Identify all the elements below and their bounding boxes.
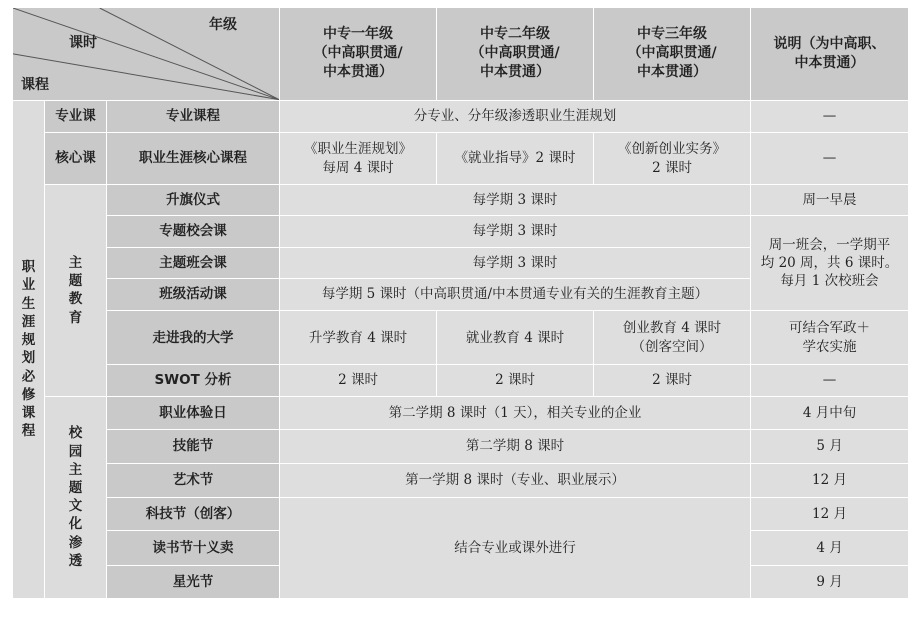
row-label: 主题班会课 bbox=[107, 247, 280, 278]
span-value: 每学期 5 课时（中高职贯通/中本贯通专业有关的生涯教育主题） bbox=[280, 278, 751, 310]
year3-value: 创业教育 4 课时 （创客空间） bbox=[594, 310, 751, 364]
group-core: 核心课 bbox=[45, 132, 107, 184]
header-grade-label: 年级 bbox=[209, 17, 237, 33]
note-cell: 可结合军政＋ 学农实施 bbox=[751, 310, 909, 364]
header-year2: 中专二年级 （中高职贯通/ 中本贯通） bbox=[437, 8, 594, 101]
row-swot bbox=[13, 365, 909, 396]
header-period-label: 课时 bbox=[69, 35, 97, 51]
year2-value: 2 课时 bbox=[437, 365, 594, 396]
row-science bbox=[13, 498, 909, 531]
row-label: SWOT 分析 bbox=[107, 365, 280, 396]
row-label: 读书节十义卖 bbox=[107, 531, 280, 565]
note-cell: 5 月 bbox=[751, 429, 909, 463]
span-value: 第二学期 8 课时（1 天），相关专业的企业 bbox=[280, 396, 751, 429]
year1-value: 《职业生涯规划》 每周 4 课时 bbox=[280, 132, 437, 184]
row-label: 职业体验日 bbox=[107, 396, 280, 429]
note-cell: 周一早晨 bbox=[751, 185, 909, 216]
group-theme: 主 题 教 育 bbox=[45, 185, 107, 396]
span-value: 每学期 3 课时 bbox=[280, 216, 751, 247]
note-cell: — bbox=[751, 132, 909, 184]
span-value: 每学期 3 课时 bbox=[280, 185, 751, 216]
diagonal-header-cell bbox=[13, 8, 280, 101]
year2-value: 《就业指导》2 课时 bbox=[437, 132, 594, 184]
year1-value: 升学教育 4 课时 bbox=[280, 310, 437, 364]
note-cell: 4 月中旬 bbox=[751, 396, 909, 429]
main-category-label: 职 业 生 涯 规 划 必 修 课 程 bbox=[13, 100, 45, 598]
note-cell: 12 月 bbox=[751, 463, 909, 497]
row-flag bbox=[13, 185, 909, 216]
span-value: 第一学期 8 课时（专业、职业展示） bbox=[280, 463, 751, 497]
note-cell-meetings: 周一班会，一学期平 均 20 周，共 6 课时。 每月 1 次校班会 bbox=[751, 216, 909, 311]
row-major-course bbox=[13, 100, 909, 132]
row-arts bbox=[13, 463, 909, 497]
row-university bbox=[13, 310, 909, 364]
header-year3: 中专三年级 （中高职贯通/ 中本贯通） bbox=[594, 8, 751, 101]
row-label: 技能节 bbox=[107, 429, 280, 463]
combined-value: 结合专业或课外进行 bbox=[280, 498, 751, 599]
year3-value: 2 课时 bbox=[594, 365, 751, 396]
header-course-label: 课程 bbox=[21, 77, 49, 93]
group-campus: 校 园 主 题 文 化 渗 透 bbox=[45, 396, 107, 598]
note-cell: 4 月 bbox=[751, 531, 909, 565]
row-label: 专题校会课 bbox=[107, 216, 280, 247]
row-label: 班级活动课 bbox=[107, 278, 280, 310]
row-label: 星光节 bbox=[107, 565, 280, 598]
note-cell: 9 月 bbox=[751, 565, 909, 598]
diagonal-lines bbox=[13, 8, 279, 100]
row-core-course bbox=[13, 132, 909, 184]
row-label: 职业生涯核心课程 bbox=[107, 132, 280, 184]
note-cell: 12 月 bbox=[751, 498, 909, 531]
span-value: 分专业、分年级渗透职业生涯规划 bbox=[280, 100, 751, 132]
header-row bbox=[13, 8, 909, 101]
note-cell: — bbox=[751, 365, 909, 396]
curriculum-table bbox=[12, 7, 909, 599]
row-label: 专业课程 bbox=[107, 100, 280, 132]
row-career-day bbox=[13, 396, 909, 429]
year2-value: 就业教育 4 课时 bbox=[437, 310, 594, 364]
year3-value: 《创新创业实务》 2 课时 bbox=[594, 132, 751, 184]
header-year1: 中专一年级 （中高职贯通/ 中本贯通） bbox=[280, 8, 437, 101]
header-note: 说明（为中高职、 中本贯通） bbox=[751, 8, 909, 101]
row-school-meeting bbox=[13, 216, 909, 247]
row-label: 科技节（创客） bbox=[107, 498, 280, 531]
note-cell: — bbox=[751, 100, 909, 132]
span-value: 第二学期 8 课时 bbox=[280, 429, 751, 463]
row-label: 升旗仪式 bbox=[107, 185, 280, 216]
row-label: 艺术节 bbox=[107, 463, 280, 497]
year1-value: 2 课时 bbox=[280, 365, 437, 396]
row-label: 走进我的大学 bbox=[107, 310, 280, 364]
span-value: 每学期 3 课时 bbox=[280, 247, 751, 278]
row-skills bbox=[13, 429, 909, 463]
group-major: 专业课 bbox=[45, 100, 107, 132]
